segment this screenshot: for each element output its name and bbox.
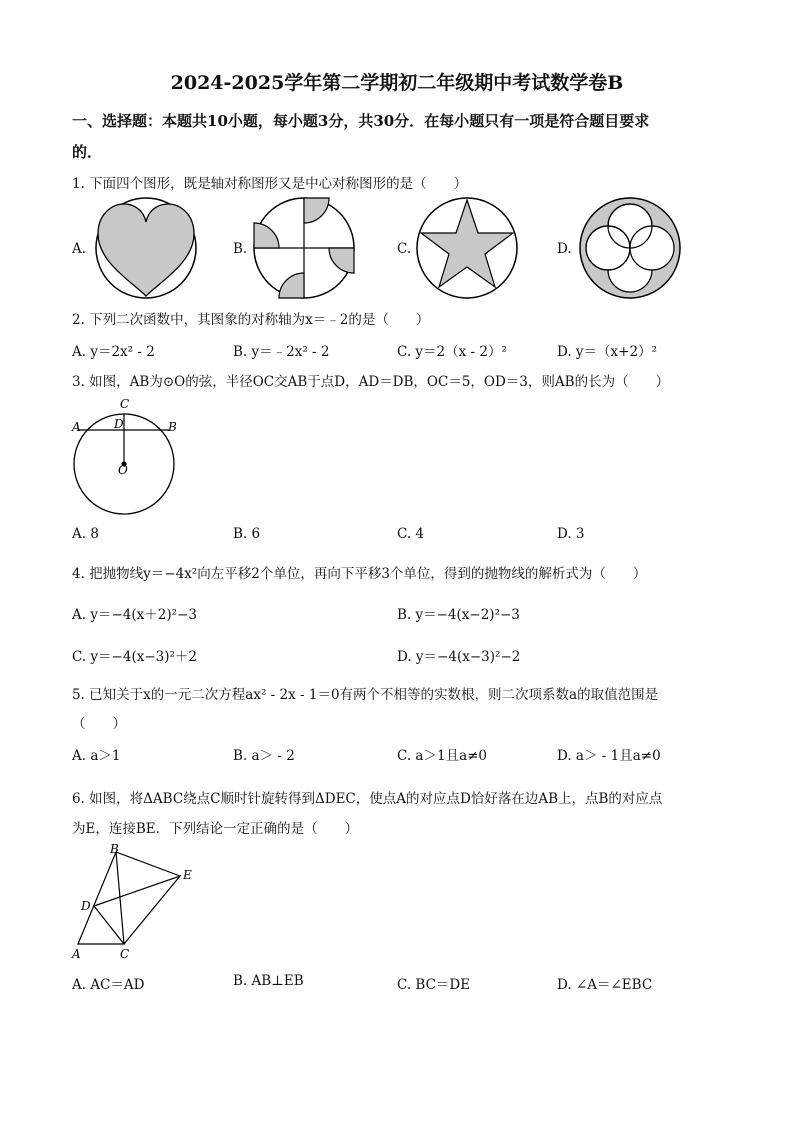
q3-option-a: A. 8 (72, 526, 99, 542)
q4-stem: 4. 把抛物线y＝−4x²向左平移2个单位，再向下平移3个单位，得到的抛物线的解析式为（ ） (72, 566, 647, 582)
star-in-circle-figure (415, 196, 519, 300)
q1-option-d: D. (557, 241, 572, 257)
q3-stem: 3. 如图，AB为⊙O的弦，半径OC交AB于点D，AD＝DB，OC＝5，OD＝3，则AB的长为（ ） (72, 374, 670, 390)
q6-label-a: A (72, 947, 81, 961)
q1-option-c: C. (397, 241, 412, 257)
q4-option-c: C. y＝−4(x−3)²＋2 (72, 649, 198, 665)
rotation-triangle-figure (68, 842, 200, 962)
q6-label-d: D (81, 899, 91, 913)
q5-stem-line1: 5. 已知关于x的一元二次方程ax² - 2x - 1＝0有两个不相等的实数根，则二次项系数a的取值范围是 (72, 687, 659, 703)
q4-option-a: A. y＝−4(x＋2)²−3 (72, 607, 197, 623)
q2-option-c: C. y＝2（x - 2）² (397, 344, 507, 360)
heart-in-circle-figure (92, 196, 200, 300)
section-heading-line2: 的． (72, 143, 103, 161)
q2-stem: 2. 下列二次函数中，其图象的对称轴为x＝﹣2的是（ ） (72, 312, 430, 328)
q5-option-a: A. a＞1 (72, 748, 121, 764)
q5-stem-line2: （ ） (72, 716, 126, 732)
q3-option-b: B. 6 (233, 526, 261, 542)
q1-stem: 1. 下面四个图形，既是轴对称图形又是中心对称图形的是（ ） (72, 176, 468, 192)
q3-label-b: B (168, 420, 177, 434)
q3-label-a: A (72, 420, 81, 434)
q6-stem-line1: 6. 如图，将ΔABC绕点C顺时针旋转得到ΔDEC，使点A的对应点D恰好落在边AB上，点B的对应点 (72, 791, 663, 807)
q5-option-c: C. a＞1且a≠0 (397, 748, 488, 764)
q6-label-b: B (110, 842, 119, 856)
q1-option-a: A. (72, 241, 87, 257)
q4-option-d: D. y＝−4(x−3)²−2 (397, 649, 521, 665)
q6-stem-line2: 为E，连接BE．下列结论一定正确的是（ ） (72, 821, 359, 837)
section-heading-line1: 一、选择题：本题共10小题，每小题3分，共30分．在每小题只有一项是符合题目要求 (72, 112, 650, 130)
q1-option-b: B. (233, 241, 248, 257)
q6-option-a: A. AC＝AD (72, 977, 145, 993)
page-title: 2024-2025学年第二学期初二年级期中考试数学卷B (170, 72, 624, 94)
q5-option-b: B. a＞ - 2 (233, 748, 295, 764)
q6-option-b: B. AB⊥EB (233, 973, 304, 989)
q6-option-d: D. ∠A＝∠EBC (557, 977, 653, 993)
pinwheel-in-circle-figure (252, 196, 356, 300)
q6-option-c: C. BC＝DE (397, 977, 471, 993)
chord-circle-figure (70, 394, 180, 512)
q3-label-d: D (114, 417, 124, 431)
q2-option-a: A. y＝2x² - 2 (72, 344, 155, 360)
q2-option-d: D. y＝（x+2）² (557, 344, 657, 360)
q6-label-e: E (183, 868, 192, 882)
q3-label-c: C (120, 397, 130, 411)
q3-option-c: C. 4 (397, 526, 425, 542)
q4-option-b: B. y＝−4(x−2)²−3 (397, 607, 520, 623)
q3-option-d: D. 3 (557, 526, 585, 542)
q3-label-o: O (118, 463, 128, 477)
q5-option-d: D. a＞ - 1且a≠0 (557, 748, 661, 764)
four-petal-circle-figure (578, 196, 682, 300)
q6-label-c: C (120, 947, 130, 961)
q2-option-b: B. y＝﹣2x² - 2 (233, 344, 330, 360)
